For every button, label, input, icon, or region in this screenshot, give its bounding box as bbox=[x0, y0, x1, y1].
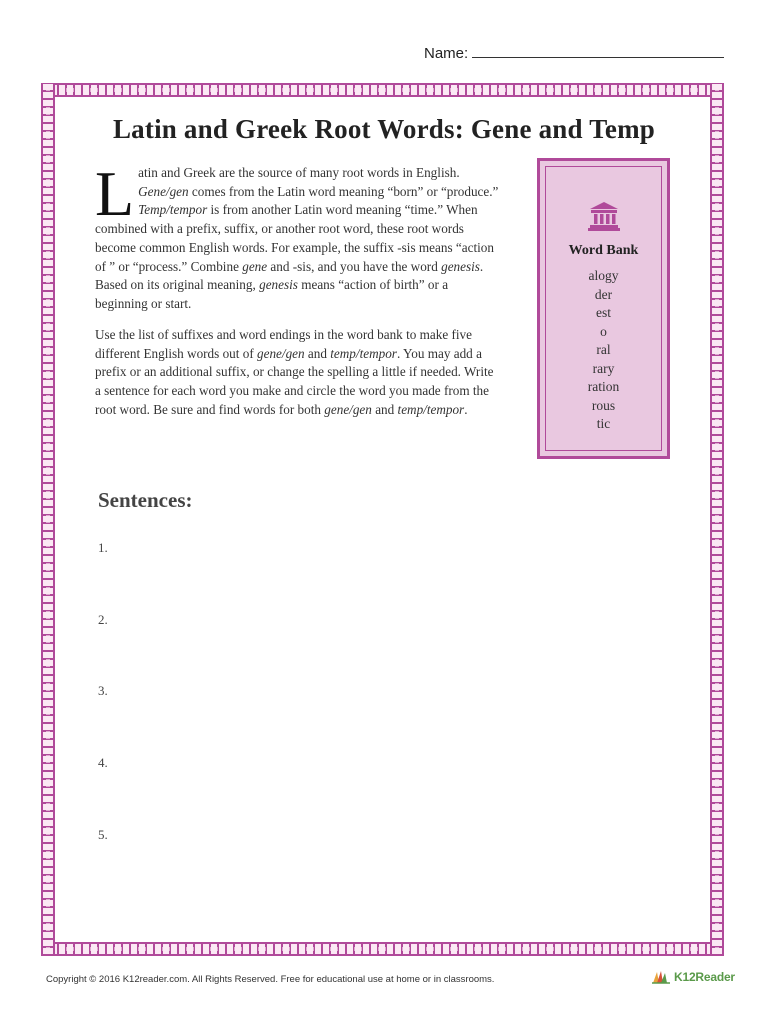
name-blank-line[interactable] bbox=[472, 44, 724, 58]
intro-italic: gene bbox=[242, 258, 268, 274]
border-right bbox=[710, 83, 724, 956]
sentence-line-2[interactable]: 2. bbox=[98, 612, 108, 627]
intro-text: and -sis, and you have the word bbox=[267, 258, 442, 274]
word-bank-inner bbox=[545, 166, 662, 451]
word-bank-item: rary bbox=[592, 360, 615, 376]
instructions-italic: temp/tempor bbox=[397, 401, 465, 417]
logo-text: K12Reader bbox=[674, 970, 735, 984]
instructions-text: Use the list of suffixes and word endings in the word bank to make five different English words out of bbox=[95, 327, 472, 361]
word-bank-title: Word Bank bbox=[568, 243, 639, 258]
instructions-text: . You may add a prefix or an additional suffix, or change the spelling a little if needed. Write a sentence for each word you make and circle the word you made from the root word. Be sure and find words for both bbox=[95, 345, 494, 417]
word-bank-item: o bbox=[600, 323, 607, 339]
page-title: Latin and Greek Root Words: Gene and Temp bbox=[112, 114, 656, 144]
instructions-italic: temp/tempor bbox=[330, 345, 397, 361]
name-label: Name: bbox=[424, 45, 469, 62]
intro-text: means “action of birth” or a beginning or start. bbox=[95, 277, 449, 311]
instructions-text: and bbox=[371, 401, 398, 417]
intro-text: . Based on its original meaning, bbox=[95, 258, 484, 293]
sentences-heading: Sentences: bbox=[98, 488, 193, 512]
instructions-paragraph bbox=[95, 326, 499, 420]
instructions-text: and bbox=[304, 345, 331, 361]
word-bank-list bbox=[546, 267, 661, 434]
instructions-italic: gene/gen bbox=[257, 345, 305, 361]
word-bank-item: rous bbox=[591, 397, 616, 413]
intro-paragraph bbox=[95, 158, 499, 314]
border-bottom bbox=[41, 942, 724, 956]
building-columns-icon bbox=[587, 201, 621, 231]
sentence-line-1[interactable]: 1. bbox=[98, 540, 108, 555]
sentence-line-3[interactable]: 3. bbox=[98, 683, 108, 698]
word-bank-item: est bbox=[596, 305, 611, 320]
drop-cap: L bbox=[95, 158, 135, 229]
k12reader-logo bbox=[652, 970, 735, 984]
border-top bbox=[41, 83, 724, 97]
word-bank-item: alogy bbox=[588, 268, 619, 283]
name-field bbox=[424, 44, 724, 62]
intro-italic: Gene/gen bbox=[138, 183, 189, 199]
sentence-line-5[interactable]: 5. bbox=[98, 827, 108, 842]
intro-text: comes from the Latin word meaning “born” or “produce.” bbox=[188, 183, 499, 199]
book-pages-icon bbox=[652, 970, 670, 984]
word-bank-item: tic bbox=[596, 416, 611, 431]
word-bank-item: der bbox=[594, 286, 613, 302]
instructions-text: . bbox=[464, 401, 468, 417]
word-bank-item: ration bbox=[587, 379, 620, 394]
border-left bbox=[41, 83, 55, 956]
intro-text: atin and Greek are the source of many root words in English. bbox=[138, 165, 460, 180]
word-bank-item: ral bbox=[596, 342, 611, 357]
instructions-italic: gene/gen bbox=[324, 401, 372, 417]
sentence-line-4[interactable]: 4. bbox=[98, 755, 108, 770]
word-bank-panel bbox=[537, 158, 670, 459]
intro-italic: genesis bbox=[259, 277, 298, 293]
intro-text: is from another Latin word meaning “time.” When combined with a prefix, suffix, or another root word, these root words become common English words. For example, the suffix -sis means “action of ” or “process.” Combine bbox=[95, 202, 494, 274]
intro-italic: Temp/tempor bbox=[138, 202, 208, 218]
copyright-text: Copyright © 2016 K12reader.com. All Rights Reserved. Free for educational use at home or in classrooms. bbox=[46, 974, 495, 985]
intro-italic: genesis bbox=[441, 258, 480, 274]
